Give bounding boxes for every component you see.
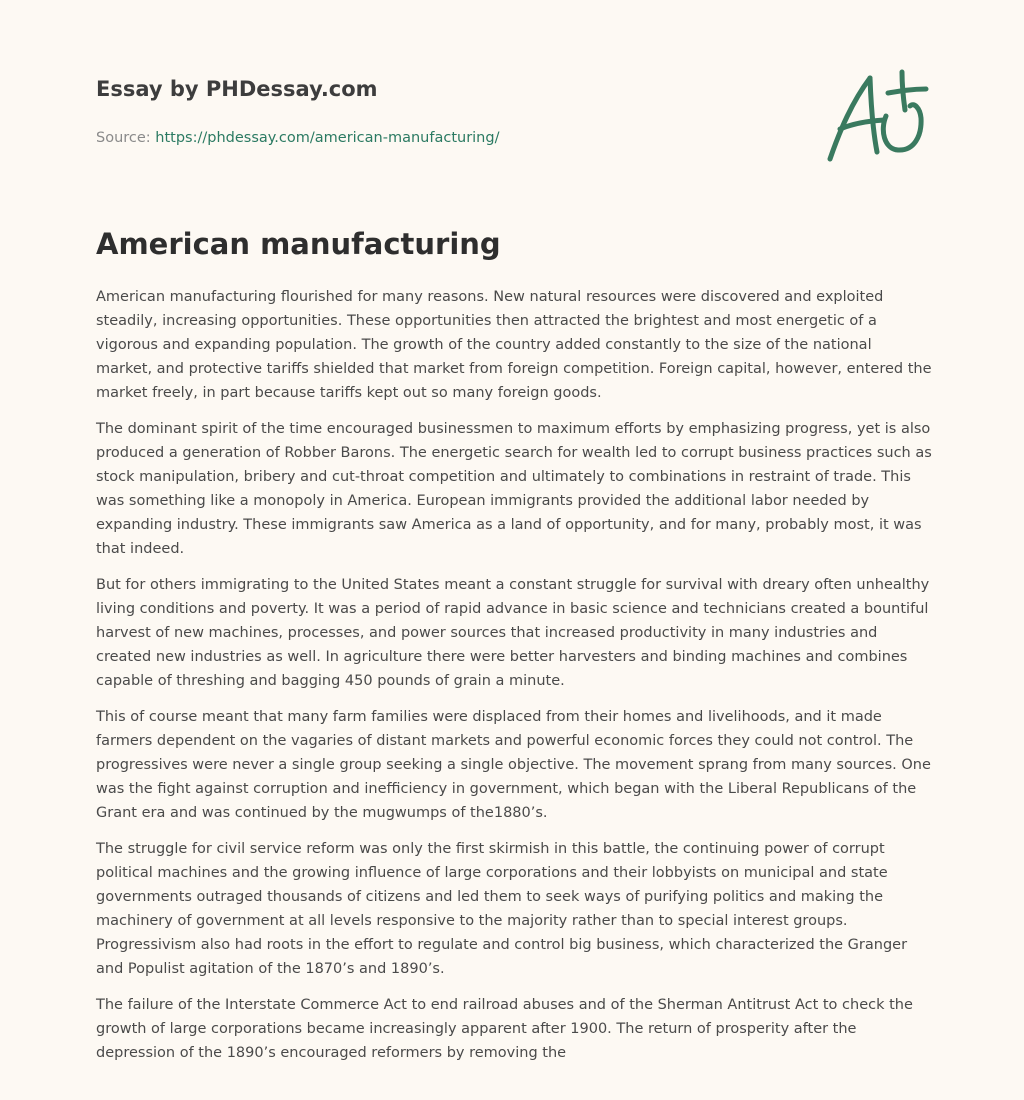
source-line (96, 128, 796, 148)
page-header (96, 74, 796, 148)
site-title: Essay by PHDessay.com (96, 77, 378, 101)
essay-paragraph: The failure of the Interstate Commerce Act to end railroad abuses and of the Sherman Antitrust Act to check the growth of large corporations became increasingly apparent after 1900. The return of prosperity after the depression of the 1890’s encouraged reformers by removing the (96, 997, 913, 1061)
source-label: Source: (96, 130, 156, 146)
essay-body (96, 285, 932, 1077)
essay-paragraph: The dominant spirit of the time encouraged businessmen to maximum efforts by emphasizing progress, yet is also produced a generation of Robber Barons. The energetic search for wealth led to corrupt business practices such as stock manipulation, bribery and cut-throat competition and ultimately to combinations in restraint of trade. This was something like a monopoly in America. European immigrants provided the additional labor needed by expanding industry. These immigrants saw America as a land of opportunity, and for many, probably most, it was that indeed. (96, 421, 932, 557)
a-plus-logo-icon (818, 66, 930, 168)
essay-paragraph: This of course meant that many farm families were displaced from their homes and livelihoods, and it made farmers dependent on the vagaries of distant markets and powerful economic forces they could not control. The progressives were never a single group seeking a single objective. The movement sprang from many sources. One was the fight against corruption and inefficiency in government, which began with the Liberal Republicans of the Grant era and was continued by the mugwumps of the1880’s. (96, 709, 931, 821)
essay-paragraph: American manufacturing flourished for many reasons. New natural resources were discovered and exploited steadily, increasing opportunities. These opportunities then attracted the brightest and most energetic of a vigorous and expanding population. The growth of the country added constantly to the size of the national market, and protective tariffs shielded that market from foreign competition. Foreign capital, however, entered the market freely, in part because tariffs kept out so many foreign goods. (96, 289, 932, 401)
essay-paragraph: But for others immigrating to the United States meant a constant struggle for survival with dreary often unhealthy living conditions and poverty. It was a period of rapid advance in basic science and technicians created a bountiful harvest of new machines, processes, and power sources that increased productivity in many industries and created new industries as well. In agriculture there were better harvesters and binding machines and combines capable of threshing and bagging 450 pounds of grain a minute. (96, 577, 930, 689)
essay-title: American manufacturing (96, 227, 501, 261)
source-link[interactable]: https://phdessay.com/american-manufacturing/ (155, 130, 500, 146)
essay-paragraph: The struggle for civil service reform was only the first skirmish in this battle, the continuing power of corrupt political machines and the growing influence of large corporations and their lobbyists on municipal and state governments outraged thousands of citizens and led them to seek ways of purifying politics and making the machinery of government at all levels responsive to the majority rather than to special interest groups. Progressivism also had roots in the effort to regulate and control big business, which characterized the Granger and Populist agitation of the 1870’s and 1890’s. (96, 841, 908, 977)
